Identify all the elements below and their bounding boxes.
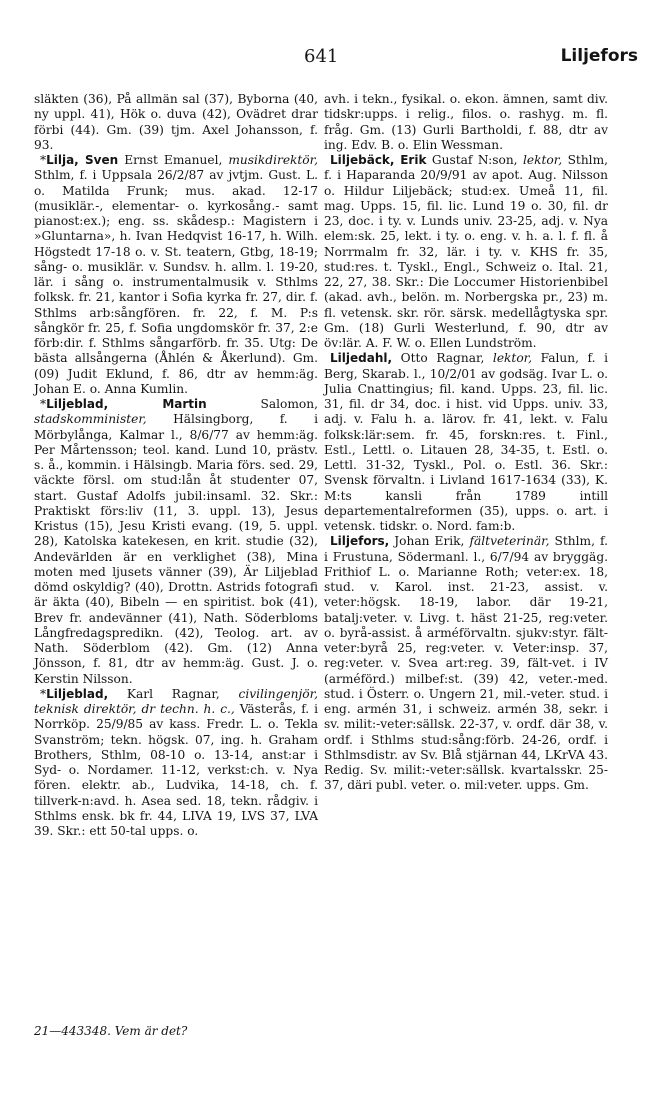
- biography-entry: Liljebäck, Erik Gustaf N:son, lektor, Sthlm, f. i Haparanda 20/9/91 av apot. Aug. Nilsson o. Hildur Liljebäck; stud:ex. Umeå 11, fil. mag. Upps. 15, fil. lic. Lund 19 o. 30, fil. dr 23, doc. i ty. v. Lunds univ. 23-25, adj. v. Nya elem:sk. 25, lekt. i ty. o. eng. v. h. a. l. f. fl. å Norrmalm fr. 32, lär. i ty. v. KHS fr. 35, stud:res. t. Tyskl., Engl., Schweiz o. Ital. 21, 22, 27, 38. Skr.: Die Loccumer Historienbibel (akad. avh., belön. m. Norbergska pr., 23) m. fl. vetensk. skr. rör. särsk. medellågtyska spr. Gm. (18) Gurli Westerlund, f. 90, dtr av öv:lär. A. F. W. o. Ellen Lundström.: [324, 153, 608, 350]
- entry-name: Liljeblad,: [46, 686, 109, 701]
- entry-title: stadskomminister,: [34, 412, 147, 427]
- entry-title: musikdirektör,: [228, 153, 319, 167]
- running-head: Liljefors: [560, 46, 638, 66]
- page-header: [0, 40, 672, 74]
- entry-text: Hälsingborg, f. i Mörbylånga, Kalmar l., 8/6/77 av hemm:äg. Per Mårtensson; teol. kand. Lund 10, prästv. s. å., kommin. i Hälsingb. Maria förs. sed. 29, väckte försl. om stud:lån åt studenter 07, start. Gustaf Adolfs jubil:insaml. 32. Skr.: Praktiskt förs:liv (11, 3. uppl. 13), Jesus Kristus (15), Jesu Kristi evang. (19, 5. uppl. 28), Katolska katekesen, en krit. studie (32), Andevärlden är en verklighet (38), Mina moten med ljusets vänner (39), Är Liljeblad dömd oskyldig? (40), Drottn. Astrids fotografi är äkta (40), Bibeln — en spiritist. bok (41), Brev fr. andevänner (41), Nath. Söderbloms Långfredagspredikn. (42), Teolog. art. av Nath. Söderblom (42). Gm. (12) Anna Jönsson, f. 81, dtr av hemm:äg. Gust. J. o. Kerstin Nilsson.: [34, 412, 318, 686]
- entry-text: Västerås, f. i Norrköp. 25/9/85 av kass. Fredr. L. o. Tekla Svanström; tekn. högsk. 07, ing. h. Graham Brothers, Sthlm, 08-10 o. 13-14, anst:ar i Syd- o. Nordamer. 11-12, verkst:ch. v. Nya fören. elektr. ab., Ludvika, 14-18, ch. f. tillverk-n:avd. h. Asea sed. 18, tekn. rådgiv. i Sthlms ensk. bk fr. 44, LIVA 19, LVS 37, LVA 39. Skr.: ett 50-tal upps. o.: [34, 702, 318, 838]
- printer-signature: 21—443348. Vem är det?: [34, 1024, 188, 1038]
- biography-entry: Liljefors, Johan Erik, fältveterinär, Sthlm, f. i Frustuna, Södermanl. l., 6/7/94 av bryggäg. Frithiof L. o. Marianne Roth; veter:ex. 18, stud. v. Karol. inst. 21-23, assist. v. veter:högsk. 18-19, labor. där 19-21, batalj:veter. v. Livg. t. häst 21-25, reg:veter. o. byrå-assist. å arméförvaltn. sjukv:styr. fält-veter:byrå 25, reg:veter. v. Veter:insp. 37, reg:veter. v. Svea art:reg. 39, fält-vet. i IV (arméförd.) milbef:st. (39) 42, veter.-med. stud. i Österr. o. Ungern 21, mil.-veter. stud. i eng. armén 31, i schweiz. armén 38, sekr. i sv. milit:-veter:sällsk. 22-37, v. ordf. där 38, v. ordf. i Sthlms stud:sång:förb. 24-26, ordf. i Sthlmsdistr. av Sv. Blå stjärnan 44, LKrVA 43. Redig. Sv. milit:-veter:sällsk. kvartalsskr. 25-37, däri publ. veter. o. mil:veter. upps. Gm.: [324, 534, 608, 793]
- entry-title: lektor,: [523, 153, 563, 167]
- entry-title: fältveterinär,: [469, 534, 550, 549]
- entry-title: lektor,: [492, 351, 533, 366]
- continuation-text: släkten (36), På allmän sal (37), Byborna (40, ny uppl. 41), Hök o. duva (42), Ovädret drar förbi (44). Gm. (39) tjm. Axel Johansson, f. 93.: [34, 92, 318, 152]
- continuation-text: avh. i tekn., fysikal. o. ekon. ämnen, samt div. tidskr:upps. i relig., filos. o. rashyg. m. fl. fråg. Gm. (13) Gurli Bartholdi, f. 88, dtr av ing. Edv. B. o. Elin Wessman.: [324, 92, 608, 152]
- biography-entry: Liljedahl, Otto Ragnar, lektor, Falun, f. i Berg, Skarab. l., 10/2/01 av godsäg. Ivar L. o. Julia Cnattingius; fil. kand. Upps. 23, fil. lic. 31, fil. dr 34, doc. i hist. vid Upps. univ. 33, adj. v. Falu h. a. lärov. fr. 41, lekt. v. Falu folksk:lär:sem. fr. 45, forskn:res. t. Finl., Estl., Lettl. o. Litauen 28, 34-35, t. Estl. o. Lettl. 31-32, Tyskl., Pol. o. Estl. 36. Skr.: Svensk förvaltn. i Livland 1617-1634 (33), K. M:ts kansli från 1789 intill departementalreformen (35), upps. o. art. i vetensk. tidskr. o. Nord. fam:b.: [324, 351, 608, 533]
- biography-entry: *Liljeblad, Martin Salomon, stadskomminister, Hälsingborg, f. i Mörbylånga, Kalmar l., 8/6/77 av hemm:äg. Per Mårtensson; teol. kand. Lund 10, prästv. s. å., kommin. i Hälsingb. Maria förs. sed. 29, väckte försl. om stud:lån åt studenter 07, start. Gustaf Adolfs jubil:insaml. 32. Skr.: Praktiskt förs:liv (11, 3. uppl. 13), Jesus Kristus (15), Jesu Kristi evang. (19, 5. uppl. 28), Katolska katekesen, en krit. studie (32), Andevärlden är en verklighet (38), Mina moten med ljusets vänner (39), Är Liljeblad dömd oskyldig? (40), Drottn. Astrids fotografi är äkta (40), Bibeln — en spiritist. bok (41), Brev fr. andevänner (41), Nath. Söderbloms Långfredagspredikn. (42), Teolog. art. av Nath. Söderblom (42). Gm. (12) Anna Jönsson, f. 81, dtr av hemm:äg. Gust. J. o. Kerstin Nilsson.: [34, 397, 318, 686]
- entry-name: Liljebäck, Erik: [330, 153, 427, 167]
- entry-text: Sthlm, f. i Uppsala 26/2/87 av jvtjm. Gust. L. o. Matilda Frunk; mus. akad. 12-17 (musiklär.-, elementar- o. kyrkosång.- samt pianost:ex.); eng. ss. skådesp.: Magistern i »Gluntarna», h. Ivan Hedqvist 16-17, h. Wilh. Högstedt 17-18 o. v. St. teatern, Gtbg, 18-19; sång- o. musiklär. v. Sundsv. h. allm. l. 19-20, lär. i sång o. instrumentalmusik v. Sthlms folksk. fr. 21, kantor i Sofia kyrka fr. 27, dir. f. Sthlms arb:sångfören. fr. 22, f. M. P:s sångkör fr. 25, f. Sofia ungdomskör fr. 37, 2:e förb:dir. f. Sthlms sångarförb. fr. 35. Utg: De bästa allsångerna (Åhlén & Åkerlund). Gm. (09) Judit Eklund, f. 86, dtr av hemm:äg. Johan E. o. Anna Kumlin.: [34, 168, 318, 396]
- entry-text: Falun, f. i Berg, Skarab. l., 10/2/01 av godsäg. Ivar L. o. Julia Cnattingius; fil. kand. Upps. 23, fil. lic. 31, fil. dr 34, doc. i hist. vid Upps. univ. 33, adj. v. Falu h. a. lärov. fr. 41, lekt. v. Falu folksk:lär:sem. fr. 45, forskn:res. t. Finl., Estl., Lettl. o. Litauen 28, 34-35, t. Estl. o. Lettl. 31-32, Tyskl., Pol. o. Estl. 36. Skr.: Svensk förvaltn. i Livland 1617-1634 (33), K. M:ts kansli från 1789 intill departementalreformen (35), upps. o. art. i vetensk. tidskr. o. Nord. fam:b.: [324, 351, 608, 533]
- entry-text: Sthlm, f. i Haparanda 20/9/91 av apot. Aug. Nilsson o. Hildur Liljebäck; stud:ex. Umeå 11, fil. mag. Upps. 15, fil. lic. Lund 19 o. 30, fil. dr 23, doc. i ty. v. Lunds univ. 23-25, adj. v. Nya elem:sk. 25, lekt. i ty. o. eng. v. h. a. l. f. fl. å Norrmalm fr. 32, lär. i ty. v. KHS fr. 35, stud:res. t. Tyskl., Engl., Schweiz o. Ital. 21, 22, 27, 38. Skr.: Die Loccumer Historienbibel (akad. avh., belön. m. Norbergska pr., 23) m. fl. vetensk. skr. rör. särsk. medellågtyska spr. Gm. (18) Gurli Westerlund, f. 90, dtr av öv:lär. A. F. W. o. Ellen Lundström.: [324, 153, 608, 350]
- left-column: [34, 92, 318, 839]
- entry-text: Sthlm, f. i Frustuna, Södermanl. l., 6/7/94 av bryggäg. Frithiof L. o. Marianne Roth; veter:ex. 18, stud. v. Karol. inst. 21-23, assist. v. veter:högsk. 18-19, labor. där 19-21, batalj:veter. v. Livg. t. häst 21-25, reg:veter. o. byrå-assist. å arméförvaltn. sjukv:styr. fält-veter:byrå 25, reg:veter. v. Veter:insp. 37, reg:veter. v. Svea art:reg. 39, fält-vet. i IV (arméförd.) milbef:st. (39) 42, veter.-med. stud. i Österr. o. Ungern 21, mil.-veter. stud. i eng. armén 31, i schweiz. armén 38, sekr. i sv. milit:-veter:sällsk. 22-37, v. ordf. där 38, v. ordf. i Sthlms stud:sång:förb. 24-26, ordf. i Sthlmsdistr. av Sv. Blå stjärnan 44, LKrVA 43. Redig. Sv. milit:-veter:sällsk. kvartalsskr. 25-37, däri publ. veter. o. mil:veter. upps. Gm.: [324, 534, 608, 793]
- right-column: [324, 92, 608, 794]
- entry-name: Lilja, Sven: [46, 153, 119, 167]
- entry-name: Liljeblad, Martin: [46, 397, 207, 411]
- entry-name: Liljefors,: [330, 534, 390, 549]
- entry-title: civilingenjör, teknisk direktör, dr techn. h. c.,: [34, 686, 318, 716]
- biography-entry: *Liljeblad, Karl Ragnar, civilingenjör, teknisk direktör, dr techn. h. c., Västerås, f. i Norrköp. 25/9/85 av kass. Fredr. L. o. Tekla Svanström; tekn. högsk. 07, ing. h. Graham Brothers, Sthlm, 08-10 o. 13-14, anst:ar i Syd- o. Nordamer. 11-12, verkst:ch. v. Nya fören. elektr. ab., Ludvika, 14-18, ch. f. tillverk-n:avd. h. Asea sed. 18, tekn. rådgiv. i Sthlms ensk. bk fr. 44, LIVA 19, LVS 37, LVA 39. Skr.: ett 50-tal upps. o.: [34, 686, 318, 838]
- entry-name: Liljedahl,: [330, 351, 393, 366]
- biography-entry: *Lilja, Sven Ernst Emanuel, musikdirektör, Sthlm, f. i Uppsala 26/2/87 av jvtjm. Gust. L. o. Matilda Frunk; mus. akad. 12-17 (musiklär.-, elementar- o. kyrkosång.- samt pianost:ex.); eng. ss. skådesp.: Magistern i »Gluntarna», h. Ivan Hedqvist 16-17, h. Wilh. Högstedt 17-18 o. v. St. teatern, Gtbg, 18-19; sång- o. musiklär. v. Sundsv. h. allm. l. 19-20, lär. i sång o. instrumentalmusik v. Sthlms folksk. fr. 21, kantor i Sofia kyrka fr. 27, dir. f. Sthlms arb:sångfören. fr. 22, f. M. P:s sångkör fr. 25, f. Sofia ungdomskör fr. 37, 2:e förb:dir. f. Sthlms sångarförb. fr. 35. Utg: De bästa allsångerna (Åhlén & Åkerlund). Gm. (09) Judit Eklund, f. 86, dtr av hemm:äg. Johan E. o. Anna Kumlin.: [34, 153, 319, 396]
- page-number: 641: [304, 46, 339, 67]
